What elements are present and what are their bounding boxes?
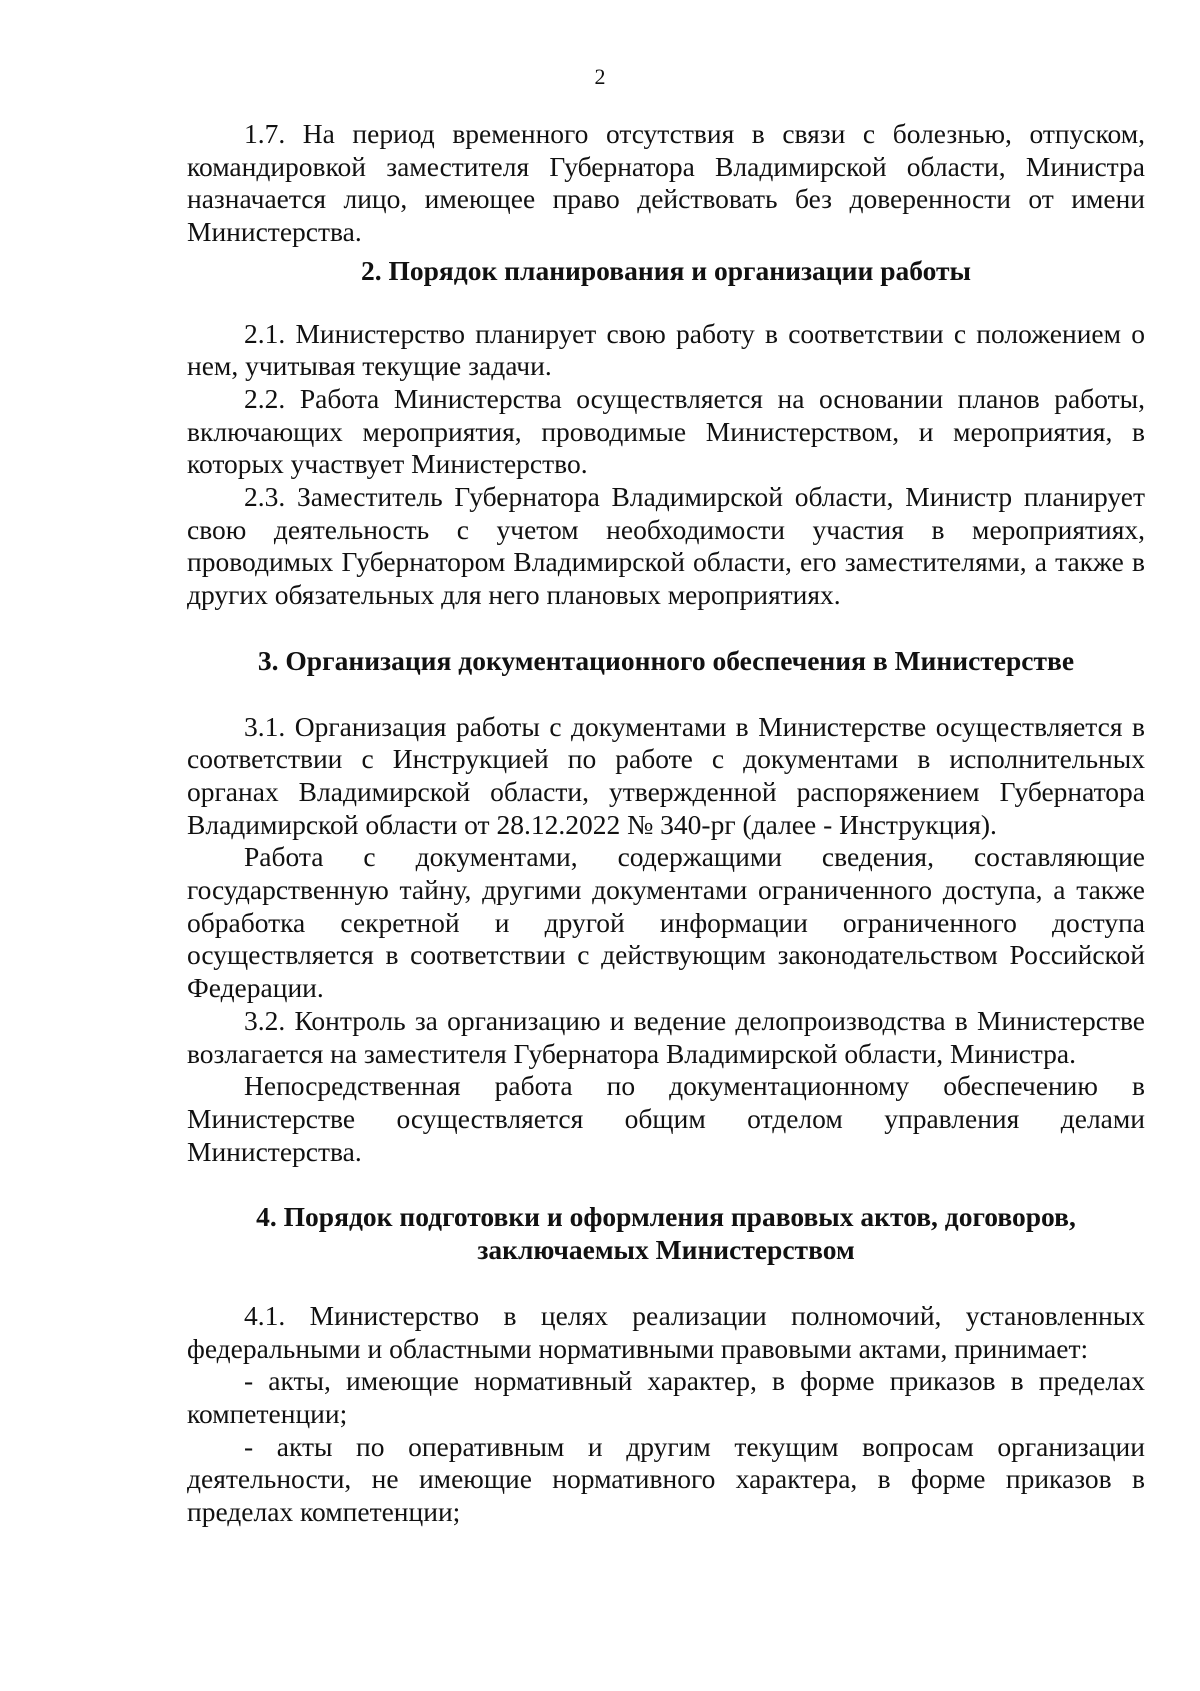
spacer — [187, 612, 1145, 645]
section-heading-2: 2. Порядок планирования и организации работы — [360, 254, 971, 286]
paragraph-1-7: 1.7. На период временного отсутствия в связи с болезнью, отпуском, командировкой заместителя Губернатора Владимирской области, Министра назначается лицо, имеющее право действовать без доверенности от имени Министерства. — [187, 118, 1145, 248]
paragraph-3-1-secret: Работа с документами, содержащими сведения, составляющие государственную тайну, другими документами ограниченного доступа, а также обработка секретной и другой информации ограниченного доступа осуществляется в соответствии с действующим законодательством Российской Федерации. — [187, 841, 1145, 1004]
paragraph-2-3: 2.3. Заместитель Губернатора Владимирской области, Министр планирует свою деятельность с учетом необходимости участия в мероприятиях, проводимых Губернатором Владимирской области, его заместителями, а также в других обязательных для него плановых мероприятиях. — [187, 481, 1145, 611]
spacer — [187, 678, 1145, 711]
paragraph-2-2: 2.2. Работа Министерства осуществляется на основании планов работы, включающих мероприятия, проводимые Министерством, и мероприятия, в которых участвует Министерство. — [187, 382, 1145, 480]
spacer — [187, 1168, 1145, 1201]
paragraph-3-2: 3.2. Контроль за организацию и ведение делопроизводства в Министерстве возлагается на заместителя Губернатора Владимирской области, Министра. — [187, 1004, 1145, 1069]
paragraph-2-1: 2.1. Министерство планирует свою работу в соответствии с положением о нем, учитывая текущие задачи. — [187, 317, 1145, 382]
paragraph-3-2-direct: Непосредственная работа по документационному обеспечению в Министерстве осуществляется общим отделом управления делами Министерства. — [187, 1070, 1145, 1167]
section-heading-4: 4. Порядок подготовки и оформления правовых актов, договоров, заключаемых Министерством — [256, 1201, 1076, 1266]
section-heading-3: 3. Организация документационного обеспечения в Министерстве — [257, 644, 1075, 676]
list-item-normative-acts: - акты, имеющие нормативный характер, в форме приказов в пределах компетенции; — [187, 1365, 1145, 1429]
list-item-operational-acts: - акты по оперативным и другим текущим вопросам организации деятельности, не имеющие нормативного характера, в форме приказов в пределах компетенции; — [187, 1430, 1145, 1528]
paragraph-4-1: 4.1. Министерство в целях реализации полномочий, установленных федеральными и областными нормативными правовыми актами, принимает: — [187, 1299, 1145, 1364]
spacer — [187, 288, 1145, 318]
spacer — [187, 1267, 1145, 1300]
page-number: 2 — [594, 64, 606, 89]
paragraph-3-1: 3.1. Организация работы с документами в Министерстве осуществляется в соответствии с Инструкцией по работе с документами в исполнительных органах Владимирской области, утвержденной распоряжением Губернатора Владимирской области от 28.12.2022 № 340-рг (далее - Инструкция). — [187, 710, 1145, 840]
document-body — [187, 118, 1145, 1529]
